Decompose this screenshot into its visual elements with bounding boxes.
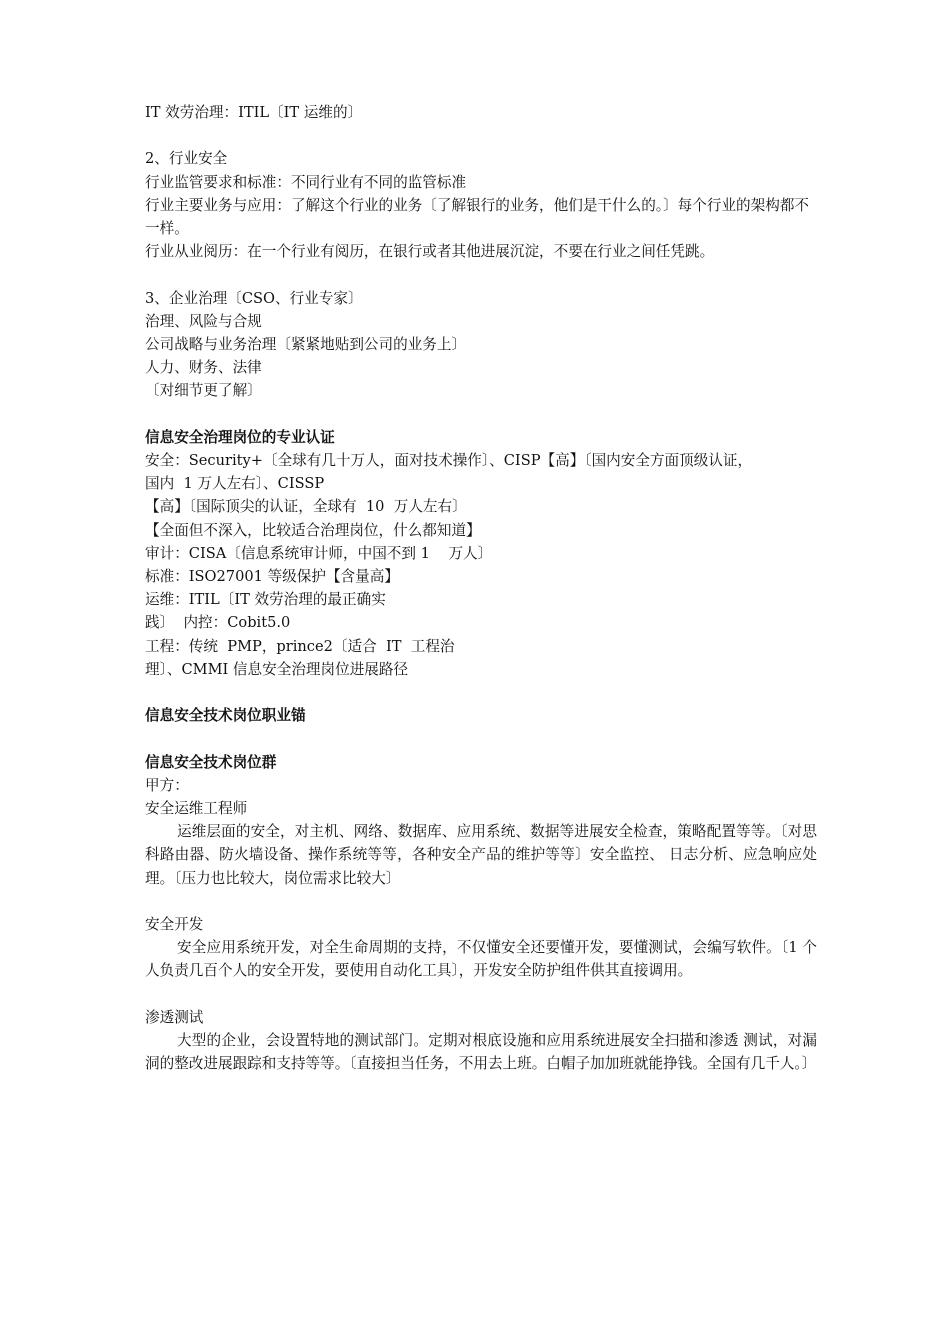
pentest-paragraph: 大型的企业，会设置特地的测试部门。定期对根底设施和应用系统进展安全扫描和渗透 测试，对漏洞的整改进展跟踪和支持等等。〔直接担当任务，不用去上班。白帽子加加班就能挣钱。全国有几千人。〕 bbox=[145, 1032, 817, 1073]
industry-line-1: 行业监管要求和标准：不同行业有不同的监管标准 bbox=[145, 173, 467, 191]
cert-line-3: 【高】〔国际顶尖的认证，全球有 10 万人左右〕 bbox=[145, 498, 467, 516]
spacer bbox=[145, 124, 817, 147]
party-label: 甲方： bbox=[145, 776, 189, 794]
spacer bbox=[145, 403, 817, 426]
itil-line: IT 效劳治理：ITIL〔IT 运维的〕 bbox=[145, 104, 363, 121]
cert-line-1: 安全：Security+〔全球有几十万人，面对技术操作〕、CISP【高】〔国内安全方面顶级认证， bbox=[145, 452, 753, 469]
industry-line-2: 行业主要业务与应用：了解这个行业的业务〔了解银行的业务，他们是干什么的。〕每个行业的架构都不一样。 bbox=[145, 196, 810, 237]
tech-group-heading: 信息安全技术岗位群 bbox=[145, 753, 277, 771]
enterprise-line-3: 人力、财务、法律 bbox=[145, 359, 262, 377]
cert-line-4: 【全面但不深入，比较适合治理岗位，什么都知道】 bbox=[145, 521, 481, 539]
spacer bbox=[145, 263, 817, 286]
spacer bbox=[145, 983, 817, 1006]
dev-title: 安全开发 bbox=[145, 916, 204, 934]
cert-line-5: 审计：CISA〔信息系统审计师，中国不到 1 万人〕 bbox=[145, 544, 493, 562]
enterprise-line-1: 治理、风险与合规 bbox=[145, 312, 262, 330]
enterprise-line-2: 公司战略与业务治理〔紧紧地贴到公司的业务上〕 bbox=[145, 336, 467, 353]
cert-line-9: 工程：传统 PMP，prince2〔适合 IT 工程治 bbox=[145, 637, 455, 655]
pentest-title: 渗透测试 bbox=[145, 1008, 204, 1026]
cert-line-7: 运维：ITIL〔IT 效劳治理的最正确实 bbox=[145, 591, 386, 609]
spacer bbox=[145, 681, 817, 704]
ops-paragraph: 运维层面的安全，对主机、网络、数据库、应用系统、数据等进展安全检查，策略配置等等。〔对思科路由器、防火墙设备、操作系统等等，各种安全产品的维护等等〕安全监控、 日志分析、应急响应处理。〔压力也比较大，岗位需求比较大〕 bbox=[145, 823, 817, 887]
document-body bbox=[145, 101, 817, 1075]
spacer bbox=[145, 890, 817, 913]
section-enterprise-title: 3、企业治理〔CSO、行业专家〕 bbox=[145, 289, 363, 307]
cert-heading: 信息安全治理岗位的专业认证 bbox=[145, 428, 335, 446]
cert-line-6: 标准：ISO27001 等级保护【含量高】 bbox=[145, 568, 399, 586]
section-industry-title: 2、行业安全 bbox=[145, 150, 228, 168]
dev-paragraph: 安全应用系统开发，对全生命周期的支持，不仅懂安全还要懂开发，要懂测试，会编写软件。〔1 个人负责几百个人的安全开发，要使用自动化工具〕，开发安全防护组件供其直接调用。 bbox=[145, 939, 817, 980]
spacer bbox=[145, 727, 817, 750]
ops-title: 安全运维工程师 bbox=[145, 800, 248, 818]
cert-line-10: 理〕、CMMI 信息安全治理岗位进展路径 bbox=[145, 660, 409, 678]
cert-line-8: 践〕 内控：Cobit5.0 bbox=[145, 614, 291, 632]
tech-anchor-heading: 信息安全技术岗位职业锚 bbox=[145, 707, 306, 725]
cert-line-2: 国内 1 万人左右〕、CISSP bbox=[145, 475, 325, 493]
enterprise-line-4: 〔对细节更了解〕 bbox=[145, 382, 262, 400]
industry-line-3: 行业从业阅历：在一个行业有阅历，在银行或者其他进展沉淀，不要在行业之间任凭跳。 bbox=[145, 243, 715, 261]
